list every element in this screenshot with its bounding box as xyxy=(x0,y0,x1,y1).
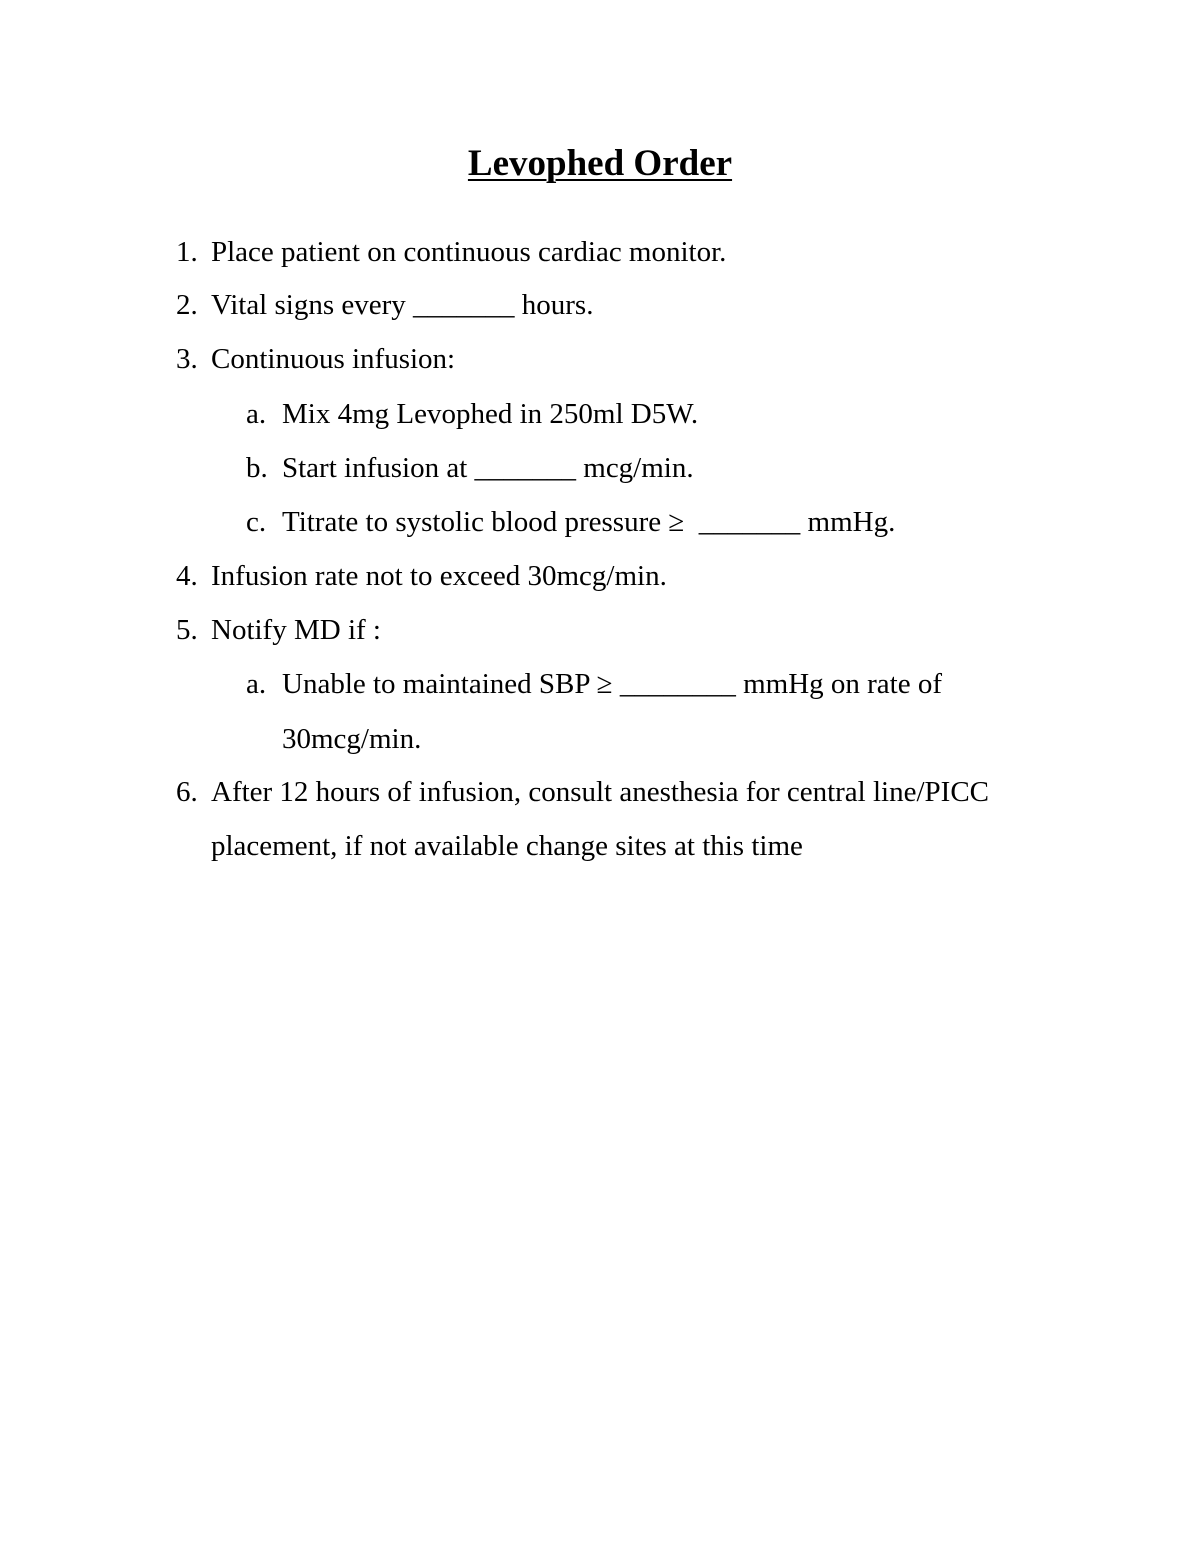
list-item-text: 30mcg/min. xyxy=(282,723,422,755)
list-marker: 2. xyxy=(176,289,198,321)
list-item-text: Unable to maintained SBP ≥ ________ mmHg on rate of xyxy=(282,668,943,700)
list-marker: 3. xyxy=(176,343,198,375)
list-marker: 5. xyxy=(176,614,198,646)
list-item-text: Notify MD if : xyxy=(211,614,381,646)
list-item-text: After 12 hours of infusion, consult anesthesia for central line/PICC xyxy=(211,776,990,808)
list-marker: 1. xyxy=(176,236,198,268)
list-item-text: Continuous infusion: xyxy=(211,343,456,375)
list-marker: a. xyxy=(246,398,267,430)
list-item-text: Vital signs every _______ hours. xyxy=(211,289,594,321)
list-item-text: Titrate to systolic blood pressure ≥ _______ mmHg. xyxy=(282,506,896,538)
list-item-text: Infusion rate not to exceed 30mcg/min. xyxy=(211,560,667,592)
list-item-text: Place patient on continuous cardiac monitor. xyxy=(211,236,727,268)
list-item-text: Mix 4mg Levophed in 250ml D5W. xyxy=(282,398,699,430)
list-marker: 6. xyxy=(176,776,198,808)
list-marker: b. xyxy=(246,452,268,484)
document-title: Levophed Order xyxy=(467,143,733,184)
list-marker: 4. xyxy=(176,560,198,592)
list-item-text: Start infusion at _______ mcg/min. xyxy=(282,452,694,484)
list-item-text: placement, if not available change sites at this time xyxy=(211,830,803,862)
list-marker: a. xyxy=(246,668,267,700)
list-marker: c. xyxy=(246,506,267,538)
